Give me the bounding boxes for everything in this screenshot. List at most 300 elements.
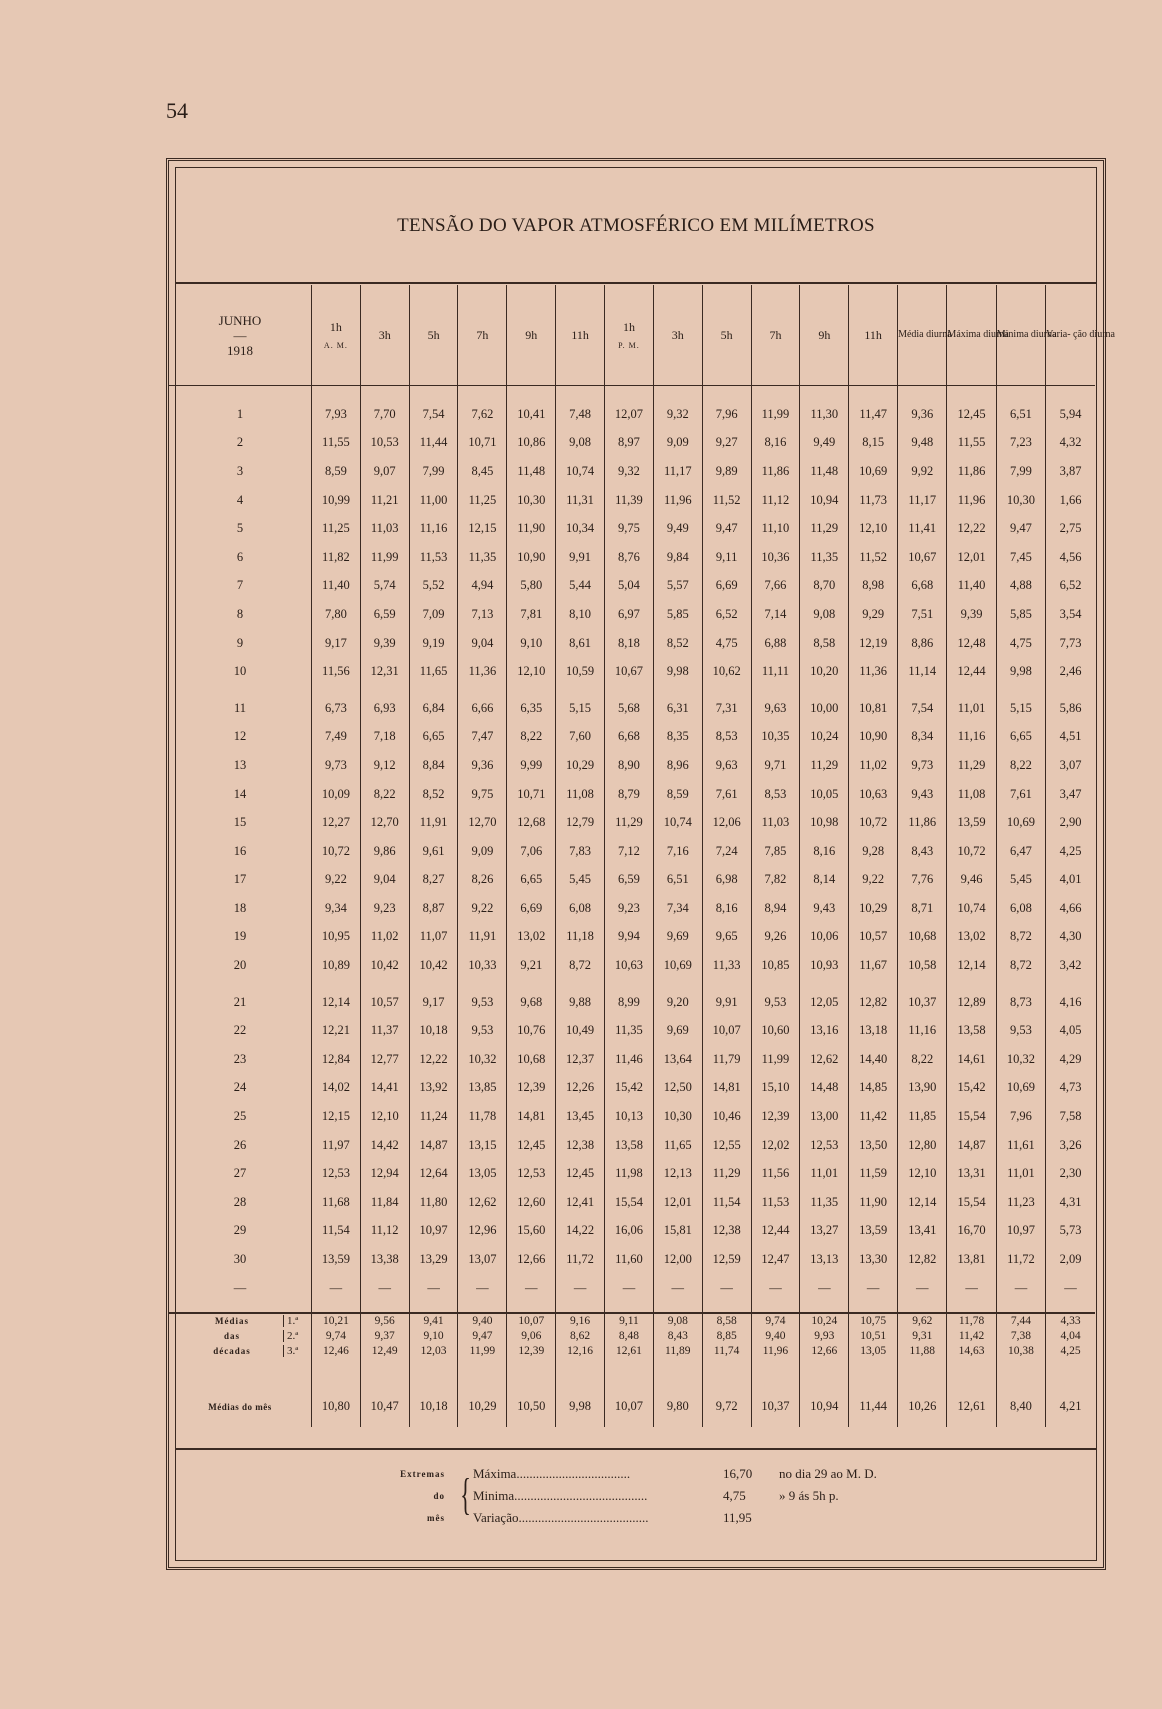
value-cell: 3,54 [1046, 600, 1095, 629]
month-mean-cell: 10,80 [311, 1387, 360, 1427]
value-cell: 11,46 [605, 1045, 654, 1074]
value-cell: 4,16 [1046, 980, 1095, 1017]
decade-value-cell: 10,51 [849, 1329, 898, 1344]
value-cell: 11,44 [409, 429, 458, 458]
value-cell: 10,90 [849, 723, 898, 752]
day-cell: 4 [236, 492, 244, 507]
value-cell: 7,23 [996, 429, 1045, 458]
day-cell: 15 [233, 815, 247, 830]
value-cell: 10,29 [556, 751, 605, 780]
extremes-label [379, 1463, 445, 1529]
decade-label-cell [169, 1329, 311, 1344]
value-cell: 11,52 [702, 486, 751, 515]
table-row [169, 514, 1095, 543]
spacer-cell [947, 386, 996, 401]
value-cell: 3,26 [1046, 1131, 1095, 1160]
value-cell: 13,16 [800, 1016, 849, 1045]
decade-value-cell: 9,31 [898, 1329, 947, 1344]
value-cell: 8,72 [556, 951, 605, 980]
value-cell: 8,71 [898, 894, 947, 923]
value-cell: 12,48 [947, 629, 996, 658]
value-cell: 10,72 [947, 837, 996, 866]
value-cell: 10,69 [849, 457, 898, 486]
value-cell: 13,27 [800, 1217, 849, 1246]
month-mean-cell: 9,98 [556, 1387, 605, 1427]
value-cell: 9,91 [556, 543, 605, 572]
value-cell: 11,17 [898, 486, 947, 515]
value-cell: 9,47 [702, 514, 751, 543]
hour-label: 11h [864, 327, 882, 342]
value-cell: 15,54 [605, 1188, 654, 1217]
value-cell: 12,84 [311, 1045, 360, 1074]
value-cell: 11,53 [409, 543, 458, 572]
value-cell: 6,35 [507, 686, 556, 723]
value-cell: 11,29 [947, 751, 996, 780]
value-cell: 11,08 [556, 780, 605, 809]
decade-label: Médias [215, 1315, 249, 1326]
value-cell: 11,59 [849, 1159, 898, 1188]
value-cell: 9,36 [898, 400, 947, 429]
value-cell: 11,02 [849, 751, 898, 780]
decade-value-cell: 9,06 [507, 1329, 556, 1344]
spacer-cell [800, 1359, 849, 1387]
pm-label: P. M. [618, 341, 640, 350]
table-row [169, 543, 1095, 572]
dash-cell: — [996, 1274, 1045, 1304]
month-mean-cell: 10,50 [507, 1387, 556, 1427]
value-cell: 7,54 [409, 400, 458, 429]
value-cell: 12,31 [360, 657, 409, 686]
value-cell: 11,40 [947, 572, 996, 601]
table-row [169, 1188, 1095, 1217]
day-cell: 21 [233, 994, 247, 1009]
value-cell: 9,48 [898, 429, 947, 458]
value-cell: 7,47 [458, 723, 507, 752]
value-cell: 12,62 [458, 1188, 507, 1217]
decade-value-cell: 4,25 [1046, 1344, 1095, 1359]
value-cell: 12,96 [458, 1217, 507, 1246]
table-row [169, 629, 1095, 658]
value-cell: 11,72 [556, 1245, 605, 1274]
table-row [169, 780, 1095, 809]
value-cell: 8,99 [605, 980, 654, 1017]
separator-cell [169, 1304, 311, 1313]
table-row [169, 1245, 1095, 1274]
hour-label: 5h [720, 327, 733, 342]
spacer-cell [751, 386, 800, 401]
table-row [169, 1074, 1095, 1103]
value-cell: 7,73 [1046, 629, 1095, 658]
value-cell: 7,76 [898, 866, 947, 895]
table-row [169, 866, 1095, 895]
decade-value-cell: 9,74 [311, 1329, 360, 1344]
value-cell: 12,10 [507, 657, 556, 686]
value-cell: 11,86 [898, 808, 947, 837]
day-cell: 8 [236, 606, 244, 621]
value-cell: 10,67 [605, 657, 654, 686]
decade-value-cell: 9,56 [360, 1313, 409, 1329]
value-cell: 6,68 [605, 723, 654, 752]
value-cell: 9,26 [751, 923, 800, 952]
value-cell: 11,00 [409, 486, 458, 515]
day-cell: 16 [233, 843, 247, 858]
value-cell: 9,17 [311, 629, 360, 658]
value-cell: 11,02 [360, 923, 409, 952]
day-cell: 12 [233, 729, 247, 744]
value-cell: 11,29 [702, 1159, 751, 1188]
value-cell: 5,80 [507, 572, 556, 601]
value-cell: 11,55 [947, 429, 996, 458]
value-cell: 12,50 [653, 1074, 702, 1103]
decade-value-cell: 9,08 [653, 1313, 702, 1329]
spacer-cell [605, 386, 654, 401]
value-cell: 7,70 [360, 400, 409, 429]
value-cell: 12,68 [507, 808, 556, 837]
value-cell: 12,06 [702, 808, 751, 837]
value-cell: 8,53 [751, 780, 800, 809]
hour-header-1am [311, 285, 360, 386]
spacer-cell [360, 1359, 409, 1387]
table-row [169, 980, 1095, 1017]
variacao-diurna-header: Varia- ção diurna [1046, 285, 1095, 386]
hour-label: 1h [329, 320, 342, 334]
value-cell: 10,09 [311, 780, 360, 809]
table-row [169, 486, 1095, 515]
value-cell: 12,53 [507, 1159, 556, 1188]
value-cell: 9,22 [458, 894, 507, 923]
hour-label: 7h [769, 327, 782, 342]
value-cell: 12,14 [898, 1188, 947, 1217]
decade-value-cell: 8,85 [702, 1329, 751, 1344]
value-cell: 9,20 [653, 980, 702, 1017]
table-row [169, 1131, 1095, 1160]
value-cell: 4,25 [1046, 837, 1095, 866]
value-cell: 9,86 [360, 837, 409, 866]
value-cell: 9,68 [507, 980, 556, 1017]
value-cell: 11,07 [409, 923, 458, 952]
value-cell: 12,10 [849, 514, 898, 543]
value-cell: 6,97 [605, 600, 654, 629]
decade-value-cell: 10,75 [849, 1313, 898, 1329]
value-cell: 8,22 [507, 723, 556, 752]
value-cell: 5,45 [996, 866, 1045, 895]
value-cell: 11,33 [702, 951, 751, 980]
decade-value-cell: 9,41 [409, 1313, 458, 1329]
value-cell: 11,86 [751, 457, 800, 486]
value-cell: 9,73 [898, 751, 947, 780]
extreme-note: no dia 29 ao M. D. [779, 1466, 877, 1481]
value-cell: 12,45 [507, 1131, 556, 1160]
hour-label: 9h [818, 327, 831, 342]
value-cell: 5,86 [1046, 686, 1095, 723]
value-cell: 11,14 [898, 657, 947, 686]
spacer-cell [169, 1359, 311, 1387]
value-cell: 6,68 [898, 572, 947, 601]
value-cell: 12,19 [849, 629, 898, 658]
value-cell: 14,22 [556, 1217, 605, 1246]
decade-value-cell: 12,16 [556, 1344, 605, 1359]
value-cell: 9,27 [702, 429, 751, 458]
value-cell: 10,74 [653, 808, 702, 837]
extremes-label-line: do [433, 1491, 445, 1501]
value-cell: 9,88 [556, 980, 605, 1017]
value-cell: 12,10 [360, 1102, 409, 1131]
am-label: A. M. [323, 341, 348, 350]
dash-cell: — [1046, 1274, 1095, 1304]
value-cell: 12,77 [360, 1045, 409, 1074]
value-cell: 10,68 [898, 923, 947, 952]
value-cell: 12,53 [800, 1131, 849, 1160]
value-cell: 9,22 [311, 866, 360, 895]
value-cell: 12,47 [751, 1245, 800, 1274]
value-cell: 7,45 [996, 543, 1045, 572]
value-cell: 8,87 [409, 894, 458, 923]
value-cell: 10,34 [556, 514, 605, 543]
value-cell: 9,08 [800, 600, 849, 629]
decade-value-cell: 9,47 [458, 1329, 507, 1344]
value-cell: 7,60 [556, 723, 605, 752]
value-cell: 13,50 [849, 1131, 898, 1160]
hour-header-7am [458, 285, 507, 386]
value-cell: 11,65 [409, 657, 458, 686]
value-cell: 12,82 [898, 1245, 947, 1274]
month-means-label: Médias do mês [208, 1402, 272, 1413]
value-cell: 13,15 [458, 1131, 507, 1160]
value-cell: 12,07 [605, 400, 654, 429]
value-cell: 7,06 [507, 837, 556, 866]
value-cell: 9,07 [360, 457, 409, 486]
separator-cell [898, 1304, 947, 1313]
value-cell: 8,14 [800, 866, 849, 895]
value-cell: 10,95 [311, 923, 360, 952]
decade-value-cell: 9,37 [360, 1329, 409, 1344]
hour-header-7pm [751, 285, 800, 386]
value-cell: 11,16 [409, 514, 458, 543]
value-cell: 4,29 [1046, 1045, 1095, 1074]
month-means-row [169, 1387, 1095, 1427]
value-cell: 10,94 [800, 486, 849, 515]
value-cell: 13,00 [800, 1102, 849, 1131]
value-cell: 13,05 [458, 1159, 507, 1188]
value-cell: 12,45 [947, 400, 996, 429]
value-cell: 8,98 [849, 572, 898, 601]
value-cell: 12,38 [702, 1217, 751, 1246]
value-cell: 12,21 [311, 1016, 360, 1045]
spacer-cell [311, 386, 360, 401]
extremes-brace: { [460, 1470, 471, 1519]
value-cell: 10,36 [751, 543, 800, 572]
value-cell: 2,09 [1046, 1245, 1095, 1274]
decade-value-cell: 9,16 [556, 1313, 605, 1329]
value-cell: 14,81 [507, 1102, 556, 1131]
value-cell: 9,09 [458, 837, 507, 866]
value-cell: 10,18 [409, 1016, 458, 1045]
value-cell: 10,74 [556, 457, 605, 486]
value-cell: 11,99 [751, 400, 800, 429]
value-cell: 12,22 [947, 514, 996, 543]
value-cell: 9,21 [507, 951, 556, 980]
value-cell: 11,36 [849, 657, 898, 686]
table-row [169, 400, 1095, 429]
value-cell: 7,96 [702, 400, 751, 429]
value-cell: 7,13 [458, 600, 507, 629]
month-mean-cell: 10,29 [458, 1387, 507, 1427]
hour-label: 9h [525, 327, 538, 342]
value-cell: 11,42 [849, 1102, 898, 1131]
value-cell: 11,11 [751, 657, 800, 686]
value-cell: 10,07 [702, 1016, 751, 1045]
decade-value-cell: 12,03 [409, 1344, 458, 1359]
value-cell: 10,30 [996, 486, 1045, 515]
value-cell: 7,80 [311, 600, 360, 629]
value-cell: 11,01 [800, 1159, 849, 1188]
dash-cell: — [751, 1274, 800, 1304]
table-row [169, 951, 1095, 980]
value-cell: 11,03 [360, 514, 409, 543]
extreme-note: » 9 ás 5h p. [779, 1488, 839, 1503]
value-cell: 6,52 [1046, 572, 1095, 601]
value-cell: 8,72 [996, 923, 1045, 952]
value-cell: 10,35 [751, 723, 800, 752]
value-cell: 10,32 [458, 1045, 507, 1074]
day-cell: 1 [236, 406, 244, 421]
value-cell: 9,19 [409, 629, 458, 658]
value-cell: 11,31 [556, 486, 605, 515]
value-cell: 13,59 [311, 1245, 360, 1274]
decade-value-cell: 9,93 [800, 1329, 849, 1344]
table-row [169, 1159, 1095, 1188]
value-cell: 9,43 [898, 780, 947, 809]
value-cell: 12,66 [507, 1245, 556, 1274]
value-cell: 12,38 [556, 1131, 605, 1160]
value-cell: 11,78 [458, 1102, 507, 1131]
value-cell: 9,75 [605, 514, 654, 543]
value-cell: 8,73 [996, 980, 1045, 1017]
value-cell: 9,53 [751, 980, 800, 1017]
value-cell: 13,58 [605, 1131, 654, 1160]
decade-value-cell: 11,99 [458, 1344, 507, 1359]
value-cell: 8,97 [605, 429, 654, 458]
separator-cell [458, 1304, 507, 1313]
value-cell: 10,46 [702, 1102, 751, 1131]
value-cell: 8,59 [311, 457, 360, 486]
value-cell: 10,57 [849, 923, 898, 952]
value-cell: 8,96 [653, 751, 702, 780]
value-cell: 13,45 [556, 1102, 605, 1131]
value-cell: 12,37 [556, 1045, 605, 1074]
value-cell: 9,17 [409, 980, 458, 1017]
dash-cell: — [898, 1274, 947, 1304]
separator-cell [800, 1304, 849, 1313]
value-cell: 10,29 [849, 894, 898, 923]
month-name: JUNHO [218, 312, 262, 328]
value-cell: 9,89 [702, 457, 751, 486]
month-mean-cell: 10,94 [800, 1387, 849, 1427]
decade-value-cell: 7,44 [996, 1313, 1045, 1329]
value-cell: 14,61 [947, 1045, 996, 1074]
day-cell: 28 [233, 1194, 247, 1209]
value-cell: 13,85 [458, 1074, 507, 1103]
value-cell: 12,02 [751, 1131, 800, 1160]
spacer-cell [409, 386, 458, 401]
value-cell: 10,32 [996, 1045, 1045, 1074]
month-mean-cell: 11,44 [849, 1387, 898, 1427]
value-cell: 1,66 [1046, 486, 1095, 515]
value-cell: 7,51 [898, 600, 947, 629]
value-cell: 11,35 [605, 1016, 654, 1045]
value-cell: 6,65 [996, 723, 1045, 752]
hour-label: 3h [671, 327, 684, 342]
value-cell: 4,32 [1046, 429, 1095, 458]
value-cell: 6,51 [653, 866, 702, 895]
separator-cell [409, 1304, 458, 1313]
value-cell: 4,94 [458, 572, 507, 601]
value-cell: 11,35 [800, 543, 849, 572]
value-cell: 6,65 [409, 723, 458, 752]
separator-cell [360, 1304, 409, 1313]
table-row [169, 808, 1095, 837]
decade-value-cell: 9,11 [605, 1313, 654, 1329]
hour-label: 11h [571, 327, 589, 342]
value-cell: 2,30 [1046, 1159, 1095, 1188]
day-cell: 20 [233, 958, 247, 973]
value-cell: 11,67 [849, 951, 898, 980]
day-cell: 9 [236, 635, 244, 650]
decade-value-cell: 4,33 [1046, 1313, 1095, 1329]
value-cell: 11,18 [556, 923, 605, 952]
dash-cell: — [507, 1274, 556, 1304]
value-cell: 11,29 [605, 808, 654, 837]
table-row [169, 686, 1095, 723]
value-cell: 12,45 [556, 1159, 605, 1188]
decade-label: das [223, 1330, 240, 1341]
value-cell: 8,52 [409, 780, 458, 809]
value-cell: 7,81 [507, 600, 556, 629]
value-cell: 10,74 [947, 894, 996, 923]
decade-value-cell: 9,74 [751, 1313, 800, 1329]
value-cell: 10,33 [458, 951, 507, 980]
table-row [169, 1217, 1095, 1246]
value-cell: 11,86 [947, 457, 996, 486]
separator-cell [556, 1304, 605, 1313]
dash-cell: — [233, 1281, 247, 1296]
value-cell: 11,79 [702, 1045, 751, 1074]
value-cell: 8,18 [605, 629, 654, 658]
value-cell: 13,31 [947, 1159, 996, 1188]
value-cell: 13,64 [653, 1045, 702, 1074]
value-cell: 11,01 [996, 1159, 1045, 1188]
value-cell: 15,81 [653, 1217, 702, 1246]
extremes-rows [473, 1463, 893, 1529]
value-cell: 11,80 [409, 1188, 458, 1217]
value-cell: 10,13 [605, 1102, 654, 1131]
bottom-rule [175, 1448, 1097, 1450]
value-cell: 4,75 [996, 629, 1045, 658]
value-cell: 11,03 [751, 808, 800, 837]
extreme-value: 11,95 [723, 1510, 752, 1525]
value-cell: 9,53 [458, 980, 507, 1017]
decade-ordinal: 3.ª [283, 1345, 298, 1357]
month-mean-cell: 10,37 [751, 1387, 800, 1427]
spacer-cell [605, 1359, 654, 1387]
value-cell: 11,08 [947, 780, 996, 809]
value-cell: 11,30 [800, 400, 849, 429]
value-cell: 10,89 [311, 951, 360, 980]
value-cell: 11,37 [360, 1016, 409, 1045]
value-cell: 6,88 [751, 629, 800, 658]
value-cell: 7,96 [996, 1102, 1045, 1131]
value-cell: 8,22 [360, 780, 409, 809]
